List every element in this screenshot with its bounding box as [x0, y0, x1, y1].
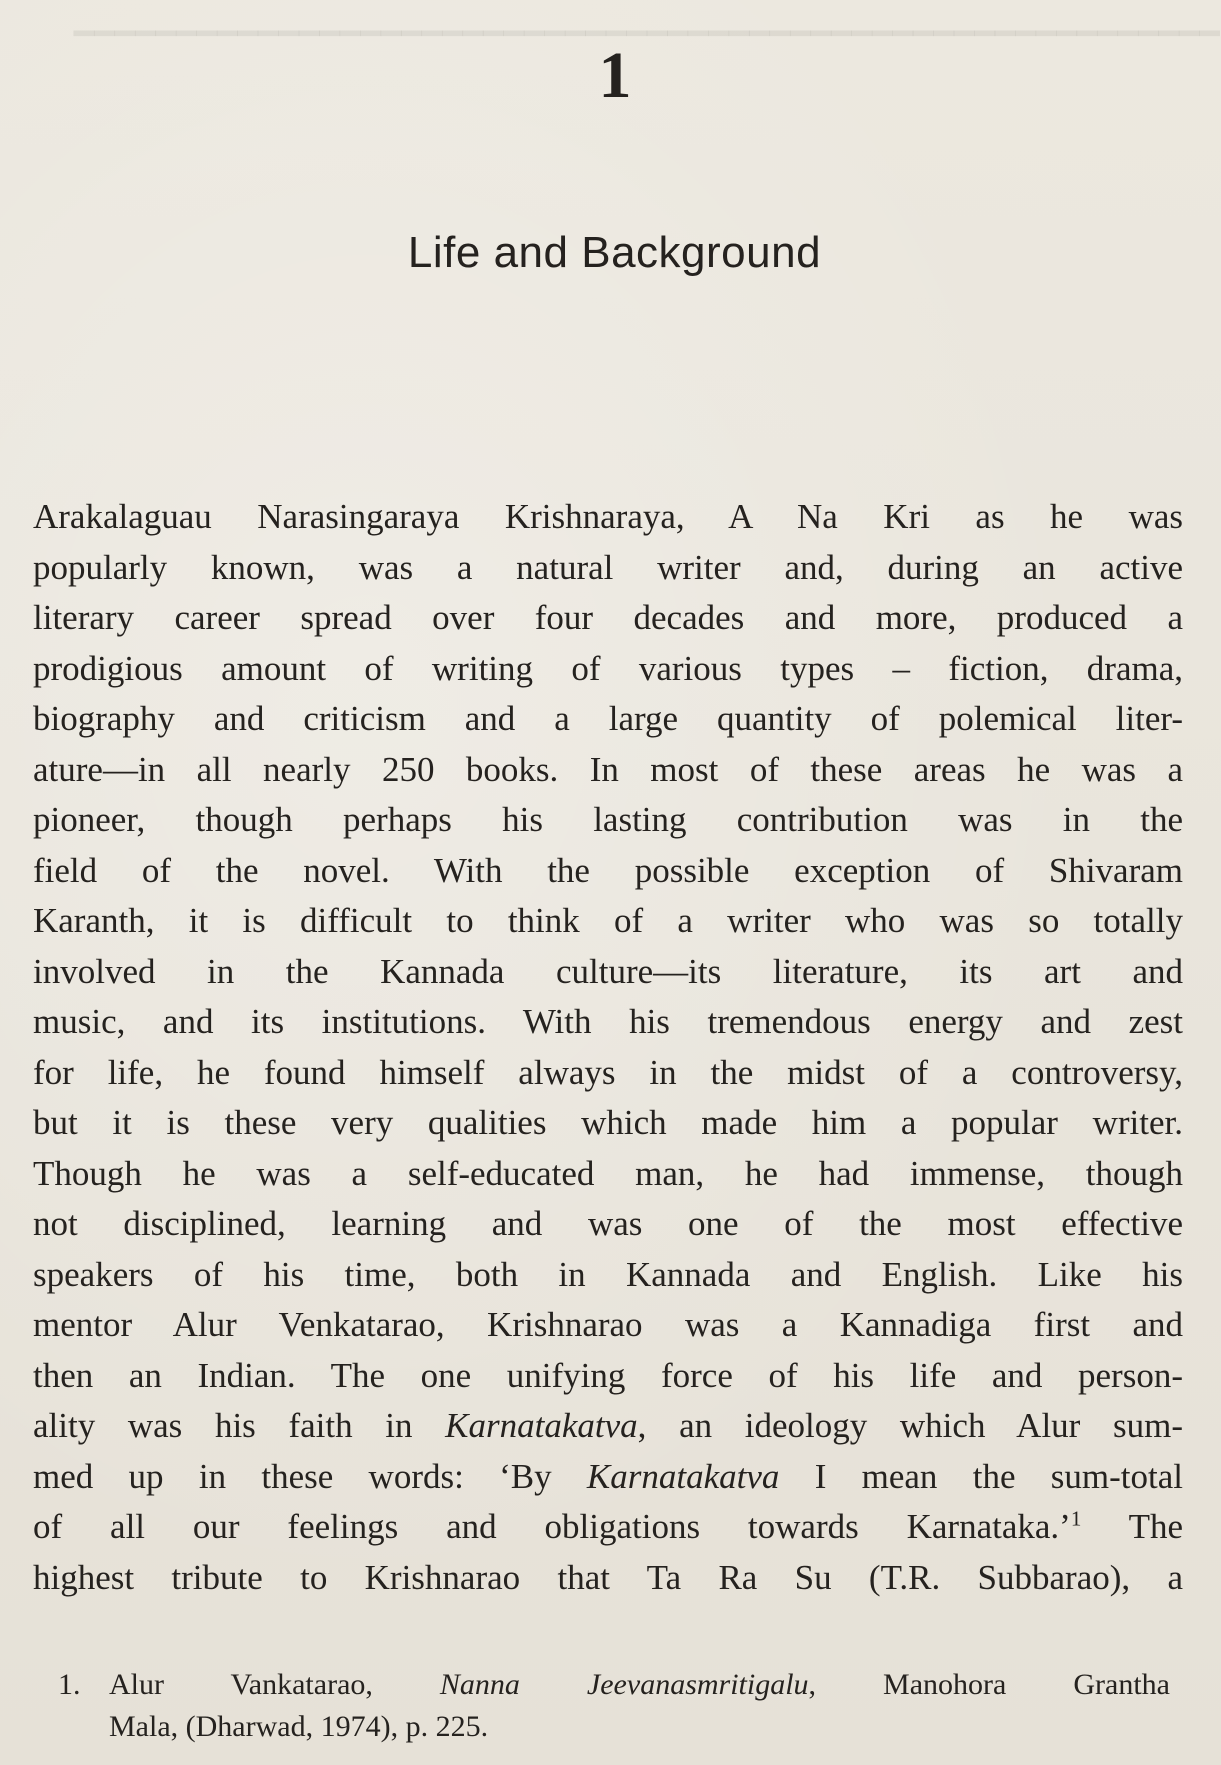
body-line	[33, 644, 1183, 695]
text-run: Though he was a self-educated man, he had immense, though	[33, 1153, 1183, 1193]
text-run: not disciplined, learning and was one of the most effective	[33, 1204, 1183, 1243]
body-line	[33, 846, 1183, 897]
body-line	[33, 1553, 1183, 1604]
text-run: ality was his faith in	[33, 1406, 446, 1445]
text-run: involved in the Kannada culture—its literature, its art and	[33, 951, 1183, 991]
text-run: pioneer, though perhaps his lasting contribution was in the	[33, 800, 1183, 839]
text-run: , an ideology which Alur sum-	[637, 1406, 1183, 1445]
body-line	[33, 543, 1183, 594]
body-text	[33, 492, 1183, 1603]
body-line	[33, 1401, 1183, 1452]
text-run: prodigious amount of writing of various types – fiction, drama,	[33, 648, 1183, 688]
text-run: Alur Vankatarao,	[109, 1668, 440, 1701]
body-line	[33, 997, 1183, 1048]
body-line	[33, 947, 1183, 998]
text-run: mentor Alur Venkatarao, Krishnarao was a Kannadiga first and	[33, 1305, 1183, 1344]
chapter-number: 1	[598, 39, 633, 112]
text-run: biography and criticism and a large quantity of polemical liter-	[33, 699, 1183, 738]
body-line	[33, 1098, 1183, 1149]
chapter-title: Life and Background	[407, 228, 822, 277]
body-line	[33, 1452, 1183, 1503]
text-run: but it is these very qualities which made him a popular writer.	[33, 1103, 1183, 1142]
book-title: Nanna Jeevanasmritigalu	[439, 1668, 809, 1701]
footnote-line: Mala, (Dharwad, 1974), p. 225.	[109, 1710, 489, 1743]
body-line	[33, 1048, 1183, 1099]
text-run: The	[1081, 1507, 1183, 1546]
text-run: speakers of his time, both in Kannada and English. Like his	[33, 1254, 1183, 1294]
text-run: Karanth, it is difficult to think of a writer who was so totally	[33, 901, 1183, 940]
text-run: literary career spread over four decades and more, produced a	[33, 598, 1183, 637]
text-run: I mean the sum-total	[779, 1456, 1183, 1496]
footnote-number: 1.	[58, 1668, 81, 1701]
body-line	[33, 745, 1183, 796]
italic-term: Karnatakatva	[586, 1456, 780, 1496]
body-line	[33, 694, 1183, 745]
text-run: popularly known, was a natural writer and, during an active	[33, 547, 1183, 587]
italic-term: Karnatakatva	[445, 1406, 638, 1445]
text-run: field of the novel. With the possible exception of Shivaram	[33, 850, 1183, 890]
text-run: then an Indian. The one unifying force of his life and person-	[33, 1355, 1183, 1395]
body-line	[33, 1149, 1183, 1200]
text-run: music, and its institutions. With his tremendous energy and zest	[33, 1002, 1183, 1041]
text-run: , Manohora Grantha	[808, 1668, 1170, 1701]
text-run: of all our feelings and obligations towards Karnataka.’	[33, 1507, 1071, 1546]
body-line	[33, 593, 1183, 644]
text-run: for life, he found himself always in the midst of a controversy,	[33, 1052, 1183, 1092]
footnote-line	[58, 1664, 1170, 1706]
footnote	[58, 1664, 1170, 1748]
body-line	[33, 492, 1183, 543]
text-run: med up in these words: ‘By	[33, 1456, 587, 1496]
body-line	[33, 896, 1183, 947]
body-line	[33, 1199, 1183, 1250]
show-through-texture: ━━━━━━━━━━━━━━━━━━━━━━━━━━━━━━━━━━━━━━━━━━━━━━━━━━━━━━━━	[73, 16, 1220, 53]
text-run: highest tribute to Krishnarao that Ta Ra Su (T.R. Subbarao), a	[33, 1557, 1183, 1597]
body-line	[33, 1351, 1183, 1402]
body-line	[33, 1502, 1183, 1553]
body-line	[33, 1300, 1183, 1351]
footnote-ref: 1	[1070, 1506, 1082, 1531]
body-line	[33, 795, 1183, 846]
text-run: Arakalaguau Narasingaraya Krishnaraya, A Na Kri as he was	[33, 497, 1183, 536]
text-run: ature—in all nearly 250 books. In most of these areas he was a	[33, 749, 1183, 789]
body-line	[33, 1250, 1183, 1301]
